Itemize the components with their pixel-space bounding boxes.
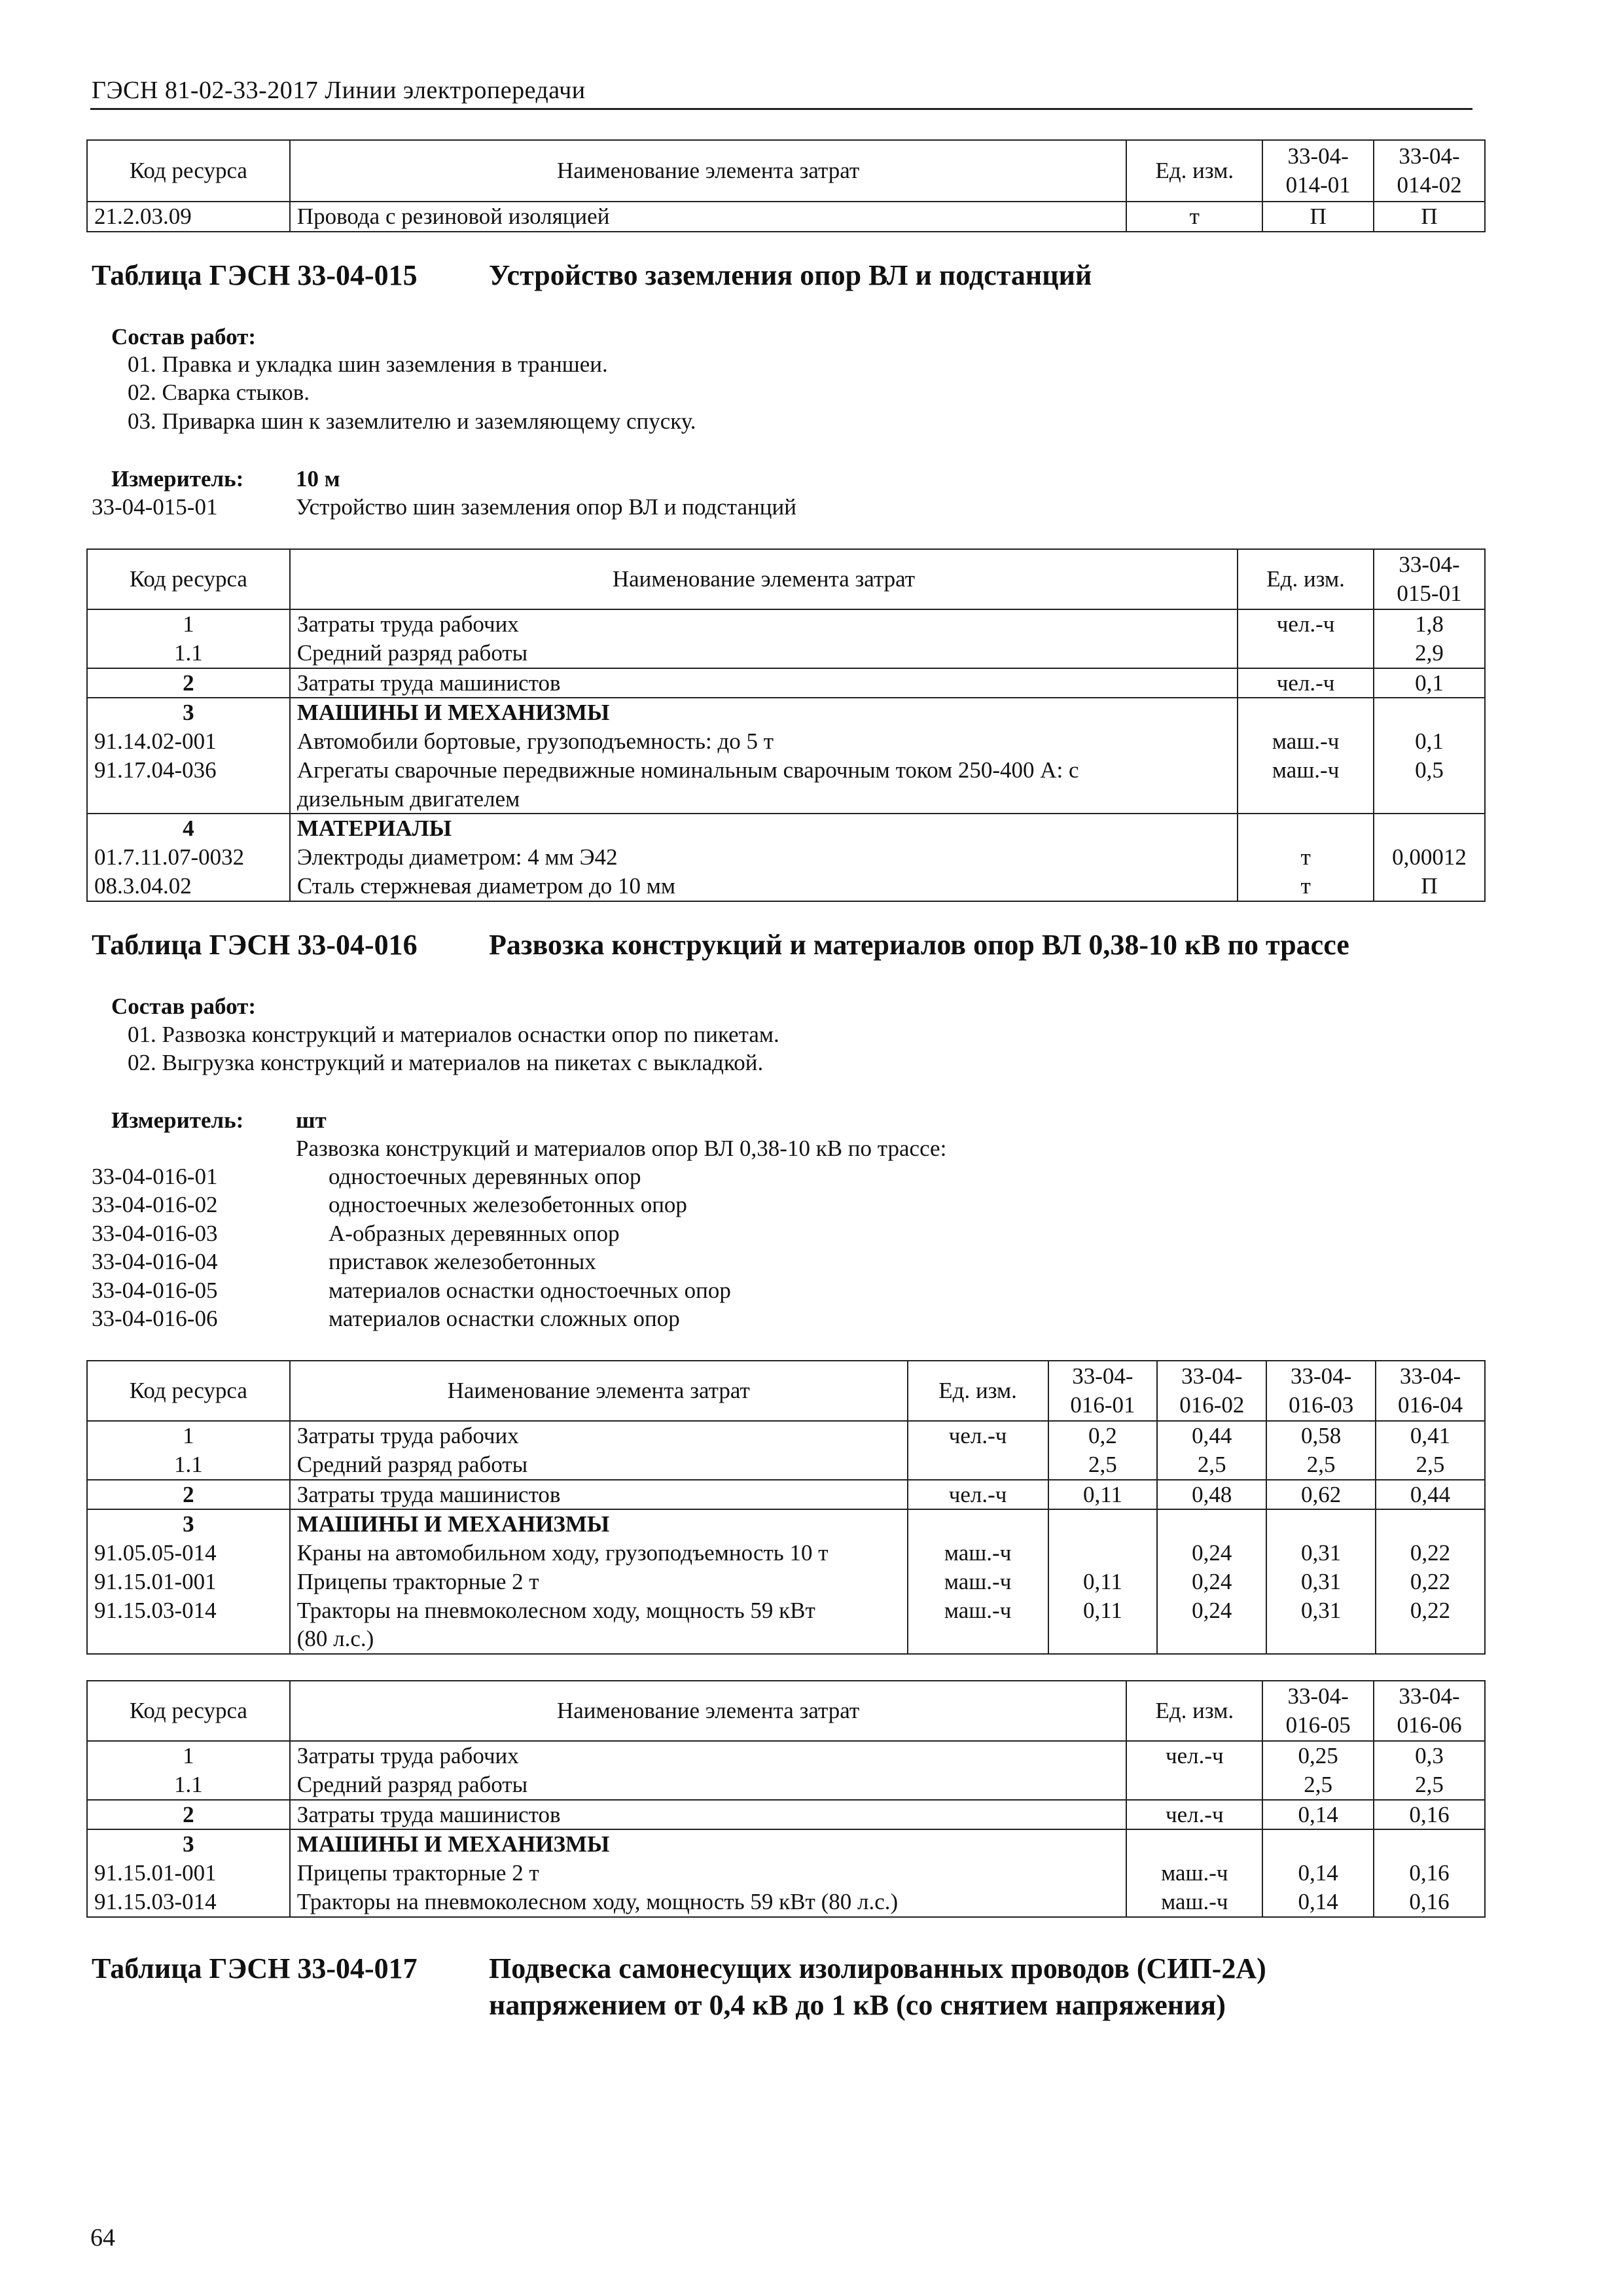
- table-016-part-1: [86, 1360, 1486, 1655]
- table-row: 1 Затраты труда рабочих чел.-ч 0,25 0,3: [87, 1741, 1485, 1770]
- table-row: 1 Затраты труда рабочих чел.-ч 0,2 0,44 0,58 0,41: [87, 1421, 1485, 1450]
- sostav-label: Состав работ:: [111, 994, 256, 1019]
- table-row: 91.15.03-014 Тракторы на пневмоколесном ходу, мощность 59 кВт (80 л.с.) маш.-ч 0,14 0,16: [87, 1888, 1485, 1917]
- item-name: материалов оснастки сложных опор: [329, 1306, 680, 1331]
- table-row: 2 Затраты труда машинистов чел.-ч 0,11 0,48 0,62 0,44: [87, 1480, 1485, 1510]
- row-value: П: [1262, 202, 1374, 232]
- izm-label: Измеритель:: [111, 466, 244, 492]
- sostav-label: Состав работ:: [111, 324, 256, 350]
- item-code: 33-04-016-06: [92, 1306, 218, 1331]
- col-header-unit: Ед. изм.: [908, 1361, 1048, 1421]
- izm-value: шт: [296, 1107, 327, 1133]
- section-row: 3 МАШИНЫ И МЕХАНИЗМЫ: [87, 1509, 1485, 1539]
- table-code: Таблица ГЭСН 33-04-017: [92, 1952, 418, 1984]
- col-header-value: 33-04- 016-01: [1048, 1361, 1158, 1421]
- table-title-015: [92, 259, 1466, 298]
- izm-value: 10 м: [296, 466, 340, 492]
- col-header-value: 33-04- 016-02: [1157, 1361, 1266, 1421]
- item-name: одностоечных деревянных опор: [329, 1164, 641, 1189]
- item-name: одностоечных железобетонных опор: [329, 1192, 687, 1217]
- row-name: Провода с резиновой изоляцией: [290, 202, 1127, 232]
- col-header-name: Наименование элемента затрат: [290, 1681, 1127, 1741]
- col-header-value: 33-04- 014-02: [1374, 140, 1485, 202]
- item-code: 33-04-016-05: [92, 1278, 218, 1303]
- table-row: 91.14.02-001 Автомобили бортовые, грузоподъемность: до 5 т маш.-ч 0,1: [87, 727, 1485, 756]
- header-rule: [90, 108, 1472, 110]
- col-header-value: 33-04- 016-03: [1266, 1361, 1376, 1421]
- table-row: 1 Затраты труда рабочих чел.-ч 1,8: [87, 609, 1485, 639]
- table-name: Подвеска самонесущих изолированных проводов (СИП-2А): [489, 1952, 1266, 1984]
- col-header-code: Код ресурса: [87, 140, 290, 202]
- work-item: 02. Сварка стыков.: [128, 380, 310, 405]
- table-014-continuation: [86, 139, 1486, 232]
- col-header-value: 33-04- 016-06: [1374, 1681, 1485, 1741]
- item-name: приставок железобетонных: [329, 1249, 596, 1274]
- col-header-value: 33-04- 016-04: [1376, 1361, 1485, 1421]
- table-row: 91.15.01-001 Прицепы тракторные 2 т маш.-ч 0,11 0,24 0,31 0,22: [87, 1568, 1485, 1596]
- items-intro: Развозка конструкций и материалов опор ВЛ 0,38-10 кВ по трассе:: [296, 1136, 947, 1161]
- section-row: 3 МАШИНЫ И МЕХАНИЗМЫ: [87, 1829, 1485, 1859]
- table-row: 1.1 Средний разряд работы 2,9: [87, 639, 1485, 668]
- work-item: 01. Развозка конструкций и материалов оснастки опор по пикетам.: [128, 1022, 779, 1047]
- table-row: 2 Затраты труда машинистов чел.-ч 0,14 0,16: [87, 1800, 1485, 1830]
- row-value: П: [1374, 202, 1485, 232]
- work-item: 02. Выгрузка конструкций и материалов на пикетах с выкладкой.: [128, 1050, 764, 1075]
- item-code: 33-04-016-01: [92, 1164, 218, 1189]
- table-code: Таблица ГЭСН 33-04-016: [92, 929, 418, 961]
- table-row: 1.1 Средний разряд работы 2,5 2,5: [87, 1770, 1485, 1800]
- col-header-code: Код ресурса: [87, 1361, 290, 1421]
- col-header-unit: Ед. изм.: [1126, 1681, 1262, 1741]
- table-row: 91.15.01-001 Прицепы тракторные 2 т маш.-ч 0,14 0,16: [87, 1859, 1485, 1888]
- col-header-name: Наименование элемента затрат: [290, 549, 1238, 609]
- table-row: 2 Затраты труда машинистов чел.-ч 0,1: [87, 668, 1485, 698]
- table-015: [86, 548, 1486, 902]
- izm-label: Измеритель:: [111, 1107, 244, 1133]
- page-number: 64: [90, 2224, 115, 2251]
- col-header-value: 33-04- 014-01: [1262, 140, 1374, 202]
- item-name: Устройство шин заземления опор ВЛ и подстанций: [296, 494, 796, 520]
- running-header: ГЭСН 81-02-33-2017 Линии электропередачи: [92, 77, 586, 104]
- table-016-part-2: [86, 1680, 1486, 1918]
- table-row: [87, 202, 1485, 232]
- table-title-016: [92, 928, 1466, 967]
- table-row: 91.17.04-036 Агрегаты сварочные передвижные номинальным сварочным током 250-400 А: с дизельным двигателем маш.-ч 0,5: [87, 756, 1485, 814]
- table-row: 1.1 Средний разряд работы 2,5 2,5 2,5 2,5: [87, 1450, 1485, 1480]
- col-header-unit: Ед. изм.: [1126, 140, 1262, 202]
- section-row: 4 МАТЕРИАЛЫ: [87, 814, 1485, 843]
- table-row: 08.3.04.02 Сталь стержневая диаметром до 10 мм т П: [87, 872, 1485, 901]
- col-header-code: Код ресурса: [87, 1681, 290, 1741]
- item-code: 33-04-015-01: [92, 494, 218, 520]
- item-code: 33-04-016-03: [92, 1221, 218, 1246]
- col-header-name: Наименование элемента затрат: [290, 140, 1127, 202]
- col-header-value: 33-04- 016-05: [1262, 1681, 1374, 1741]
- table-name: Устройство заземления опор ВЛ и подстанций: [489, 259, 1092, 291]
- table-row: 91.15.03-014 Тракторы на пневмоколесном ходу, мощность 59 кВт (80 л.с.) маш.-ч 0,11 0,24 0,31 0,22: [87, 1596, 1485, 1655]
- item-code: 33-04-016-04: [92, 1249, 218, 1274]
- col-header-code: Код ресурса: [87, 549, 290, 609]
- col-header-value: 33-04- 015-01: [1374, 549, 1485, 609]
- item-code: 33-04-016-02: [92, 1192, 218, 1217]
- work-item: 03. Приварка шин к заземлителю и заземляющему спуску.: [128, 408, 696, 434]
- table-code: Таблица ГЭСН 33-04-015: [92, 259, 418, 291]
- row-unit: т: [1126, 202, 1262, 232]
- col-header-name: Наименование элемента затрат: [290, 1361, 908, 1421]
- col-header-unit: Ед. изм.: [1238, 549, 1374, 609]
- table-title-017: [92, 1952, 1466, 2030]
- table-row: 01.7.11.07-0032 Электроды диаметром: 4 мм Э42 т 0,00012: [87, 843, 1485, 872]
- table-name-line2: напряжением от 0,4 кВ до 1 кВ (со снятием напряжения): [489, 1989, 1226, 2021]
- work-item: 01. Правка и укладка шин заземления в траншеи.: [128, 351, 608, 377]
- row-code: 21.2.03.09: [87, 202, 290, 232]
- section-row: 3 МАШИНЫ И МЕХАНИЗМЫ: [87, 698, 1485, 727]
- item-name: А-образных деревянных опор: [329, 1221, 620, 1246]
- item-name: материалов оснастки одностоечных опор: [329, 1278, 731, 1303]
- table-row: 91.05.05-014 Краны на автомобильном ходу, грузоподъемность 10 т маш.-ч 0,24 0,31 0,22: [87, 1539, 1485, 1568]
- table-name: Развозка конструкций и материалов опор ВЛ 0,38-10 кВ по трассе: [489, 929, 1349, 961]
